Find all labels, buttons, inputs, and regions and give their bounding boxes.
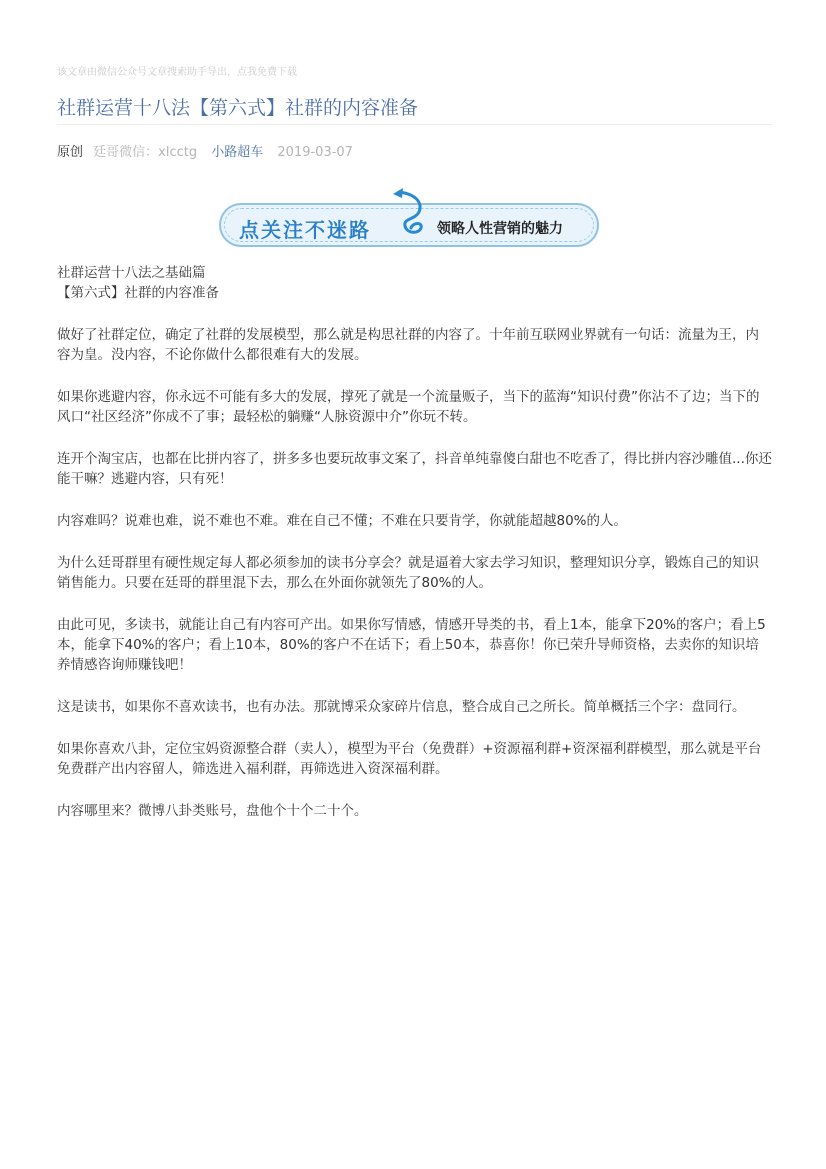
body-paragraph: 为什么廷哥群里有硬性规定每人都必须参加的读书分享会？就是逼着大家去学习知识，整理知识分享，锻炼自己的知识销售能力。只要在廷哥的群里混下去，那么在外面你就领先了80%的人。: [57, 555, 759, 591]
intro-line-chapter: 【第六式】社群的内容准备: [57, 285, 219, 301]
body-paragraph: 如果你喜欢八卦，定位宝妈资源整合群（卖人），模型为平台（免费群）+资源福利群+资深福利群模型，那么就是平台免费群产出内容留人，筛选进入福利群，再筛选进入资深福利群。: [57, 741, 762, 777]
author-text: 廷哥微信：xlcctg: [93, 145, 198, 160]
article-body: [57, 263, 772, 843]
follow-banner: [219, 186, 603, 252]
body-paragraph: 这是读书，如果你不喜欢读书，也有办法。那就博采众家碎片信息，整合成自己之所长。简单概括三个字：盘同行。: [57, 699, 746, 715]
body-paragraph: 如果你逃避内容，你永远不可能有多大的发展，撑死了就是一个流量贩子，当下的蓝海“知识付费”你沾不了边；当下的风口“社区经济”你成不了事；最轻松的躺赚“人脉资源中介”你玩不转。: [57, 389, 760, 425]
account-link[interactable]: 小路超车: [211, 145, 264, 160]
banner-follow-text: 点关注不迷路: [239, 218, 371, 242]
export-note-link[interactable]: 该文章由微信公众号文章搜索助手导出，点我免费下载: [57, 67, 297, 78]
article-title: 社群运营十八法【第六式】社群的内容准备: [57, 97, 419, 119]
body-paragraph: 由此可见，多读书，就能让自己有内容可产出。如果你写情感，情感开导类的书，看上1本，能拿下20%的客户；看上5本，能拿下40%的客户；看上10本，80%的客户不在话下；看上50本，恭喜你！你已荣升导师资格，去卖你的知识培养情感咨询师赚钱吧！: [57, 617, 766, 673]
title-divider: [57, 124, 772, 125]
body-paragraph: 内容哪里来？微博八卦类账号，盘他个十个二十个。: [57, 803, 368, 819]
banner-slogan-text: 领略人性营销的魅力: [437, 221, 563, 237]
body-paragraph: 连开个淘宝店，也都在比拼内容了，拼多多也要玩故事文案了，抖音单纯靠傻白甜也不吃香了，得比拼内容沙雕值...你还能干嘛？逃避内容，只有死！: [57, 451, 772, 487]
intro-line-series: 社群运营十八法之基础篇: [57, 265, 206, 281]
original-label: 原创: [57, 145, 84, 160]
body-paragraph: 做好了社群定位，确定了社群的发展模型，那么就是构思社群的内容了。十年前互联网业界就有一句话：流量为王，内容为皇。没内容，不论你做什么都很难有大的发展。: [57, 327, 759, 363]
article-intro: [57, 263, 772, 303]
article-meta: [57, 141, 353, 160]
swirl-arrow-icon: [389, 186, 433, 246]
publish-date: 2019-03-07: [277, 145, 353, 160]
body-paragraph: 内容难吗？说难也难，说不难也不难。难在自己不懂；不难在只要肯学，你就能超越80%的人。: [57, 513, 628, 529]
